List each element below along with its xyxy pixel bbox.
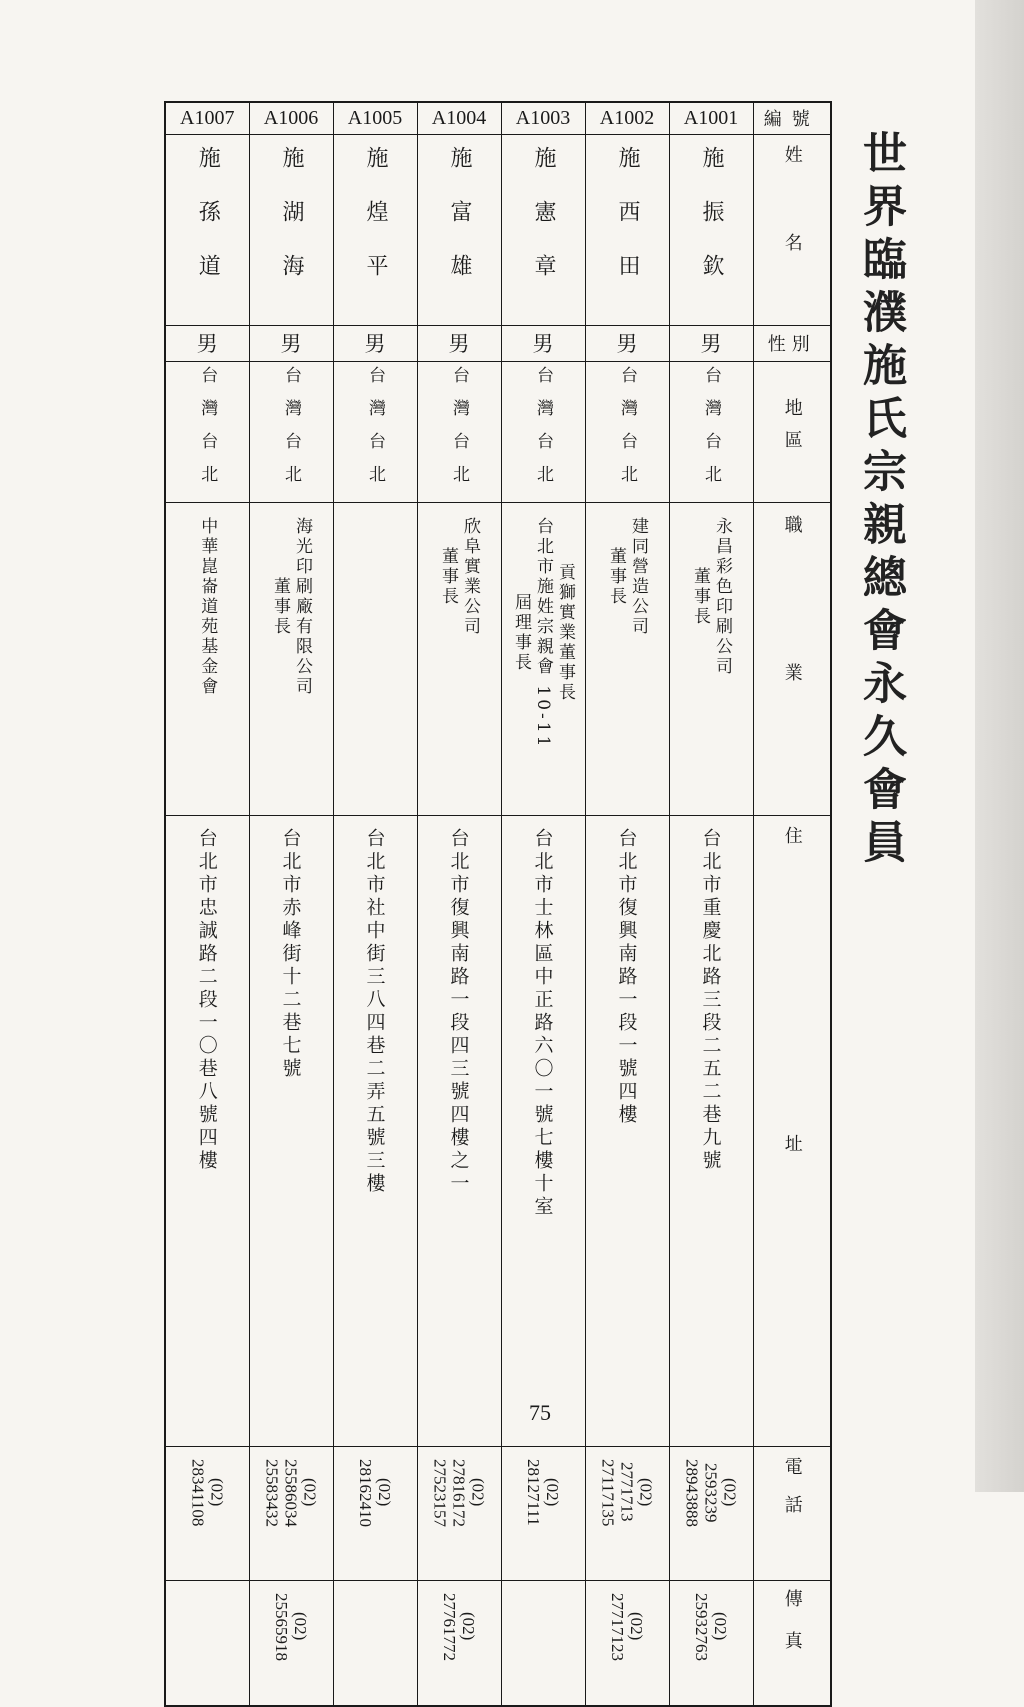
fax-row (165, 1580, 831, 1706)
member-name-cell (669, 134, 753, 325)
member-name-cell (585, 134, 669, 325)
member-gender: 男 (249, 325, 333, 361)
member-name: 施煌平 (363, 145, 388, 308)
member-region-cell (417, 361, 501, 502)
member-region: 台灣台北 (281, 365, 301, 498)
page-number: 75 (529, 1400, 551, 1425)
member-fax: (02) 27717123 (608, 1592, 646, 1661)
member-phone: (02) 28341108 (188, 1458, 227, 1526)
member-gender: 男 (333, 325, 417, 361)
member-phone: (02) 2593239 28943888 (682, 1458, 740, 1527)
member-occupation-cell (333, 502, 417, 815)
member-region: 台灣台北 (449, 365, 469, 498)
member-name-cell (333, 134, 417, 325)
header-name: 姓名 (781, 144, 803, 321)
phone-row (165, 1446, 831, 1580)
member-region-cell (501, 361, 585, 502)
member-fax-cell (669, 1580, 753, 1706)
header-id: 編號 (753, 102, 831, 134)
gender-row (165, 325, 831, 361)
member-gender: 男 (585, 325, 669, 361)
member-occupation: 中華崑崙道苑基金會 (197, 516, 218, 697)
member-phone: (02) 27816172 27523157 (430, 1458, 488, 1527)
member-name-cell (249, 134, 333, 325)
member-address: 台北市赤峰街十二巷七號 (279, 827, 302, 1081)
member-phone-cell (249, 1446, 333, 1580)
member-address: 台北市士林區中正路六〇一號七樓十室 (531, 827, 554, 1219)
member-region: 台灣台北 (533, 365, 553, 498)
member-id: A1005 (333, 102, 417, 134)
page-edge (975, 0, 1024, 1492)
member-name: 施富雄 (447, 145, 472, 308)
member-occupation: 貢獅實業董事長 台北市施姓宗親會 10-11 屆理事長 (511, 516, 575, 749)
member-name-cell (417, 134, 501, 325)
member-phone: (02) 28127111 (524, 1458, 562, 1526)
member-address-cell (669, 815, 753, 1446)
member-fax-cell (333, 1580, 417, 1706)
header-region: 地區 (781, 397, 803, 462)
member-address: 台北市復興南路一段四三號四樓之一 (447, 827, 470, 1196)
member-name-cell (165, 134, 249, 325)
member-address: 台北市忠誠路二段一〇巷八號四樓 (195, 827, 218, 1173)
member-gender: 男 (165, 325, 249, 361)
member-region-cell (333, 361, 417, 502)
member-gender: 男 (501, 325, 585, 361)
member-id: A1003 (501, 102, 585, 134)
header-gender: 性別 (753, 325, 831, 361)
member-fax: (02) 27761772 (440, 1592, 478, 1661)
member-name: 施孫道 (195, 145, 221, 308)
member-table (164, 101, 832, 1707)
member-region: 台灣台北 (617, 365, 637, 498)
member-phone: (02) 2771713 27117135 (598, 1458, 656, 1526)
member-occupation: 建同營造公司 董事長 (606, 516, 648, 637)
member-occupation-cell (501, 502, 585, 815)
member-address: 台北市重慶北路三段二五二巷九號 (699, 827, 722, 1173)
member-fax-cell (165, 1580, 249, 1706)
header-phone-cell (753, 1446, 831, 1580)
member-fax-cell (501, 1580, 585, 1706)
member-id: A1002 (585, 102, 669, 134)
member-phone-cell (669, 1446, 753, 1580)
member-fax-cell (249, 1580, 333, 1706)
member-address-cell (501, 815, 585, 1446)
header-occupation: 職業 (781, 514, 803, 811)
header-occupation-cell (753, 502, 831, 815)
member-phone-cell (417, 1446, 501, 1580)
member-phone: (02) 28162410 (356, 1458, 394, 1527)
member-name-cell (501, 134, 585, 325)
header-fax-cell (753, 1580, 831, 1706)
member-region-cell (585, 361, 669, 502)
header-name-cell (753, 134, 831, 325)
member-name: 施湖海 (279, 145, 304, 308)
member-fax-cell (585, 1580, 669, 1706)
member-name: 施西田 (615, 145, 640, 308)
member-id: A1004 (417, 102, 501, 134)
member-fax-cell (417, 1580, 501, 1706)
member-occupation-cell (249, 502, 333, 815)
header-address: 住址 (781, 825, 803, 1442)
member-phone: (02) 25586034 25583432 (262, 1458, 320, 1527)
member-address: 台北市社中街三八四巷二弄五號三樓 (363, 827, 386, 1196)
member-region: 台灣台北 (701, 365, 721, 498)
member-phone-cell (585, 1446, 669, 1580)
header-fax: 傳真 (781, 1588, 803, 1673)
member-region-cell (669, 361, 753, 502)
member-occupation-cell (417, 502, 501, 815)
member-region: 台灣台北 (197, 365, 218, 498)
member-id: A1001 (669, 102, 753, 134)
member-occupation: 欣阜實業公司 董事長 (438, 516, 480, 637)
member-address-cell (333, 815, 417, 1446)
member-address-cell (249, 815, 333, 1446)
name-row (165, 134, 831, 325)
member-phone-cell (501, 1446, 585, 1580)
member-gender: 男 (417, 325, 501, 361)
header-region-cell (753, 361, 831, 502)
occupation-row (165, 502, 831, 815)
member-occupation-cell (669, 502, 753, 815)
member-id: A1007 (165, 102, 249, 134)
member-occupation-cell (165, 502, 249, 815)
member-gender: 男 (669, 325, 753, 361)
member-name: 施憲章 (531, 145, 556, 308)
member-address-cell (585, 815, 669, 1446)
member-address-cell (165, 815, 249, 1446)
member-occupation-cell (585, 502, 669, 815)
page-title: 世界臨濮施氏宗親總會永久會員 (855, 130, 906, 872)
member-address-cell (417, 815, 501, 1446)
member-phone-cell (165, 1446, 249, 1580)
member-phone-cell (333, 1446, 417, 1580)
member-region: 台灣台北 (365, 365, 385, 498)
member-occupation: 海光印刷廠有限公司 董事長 (270, 516, 312, 697)
region-row (165, 361, 831, 502)
member-region-cell (165, 361, 249, 502)
member-region-cell (249, 361, 333, 502)
header-address-cell (753, 815, 831, 1446)
member-fax: (02) 25565918 (272, 1592, 310, 1661)
member-name: 施振欽 (699, 145, 724, 308)
member-address: 台北市復興南路一段一號四樓 (615, 827, 638, 1127)
member-id: A1006 (249, 102, 333, 134)
header-phone: 電話 (781, 1456, 803, 1533)
address-row (165, 815, 831, 1446)
member-fax: (02) 25932763 (692, 1592, 730, 1661)
member-occupation: 永昌彩色印刷公司 董事長 (690, 516, 732, 677)
id-row (165, 102, 831, 134)
